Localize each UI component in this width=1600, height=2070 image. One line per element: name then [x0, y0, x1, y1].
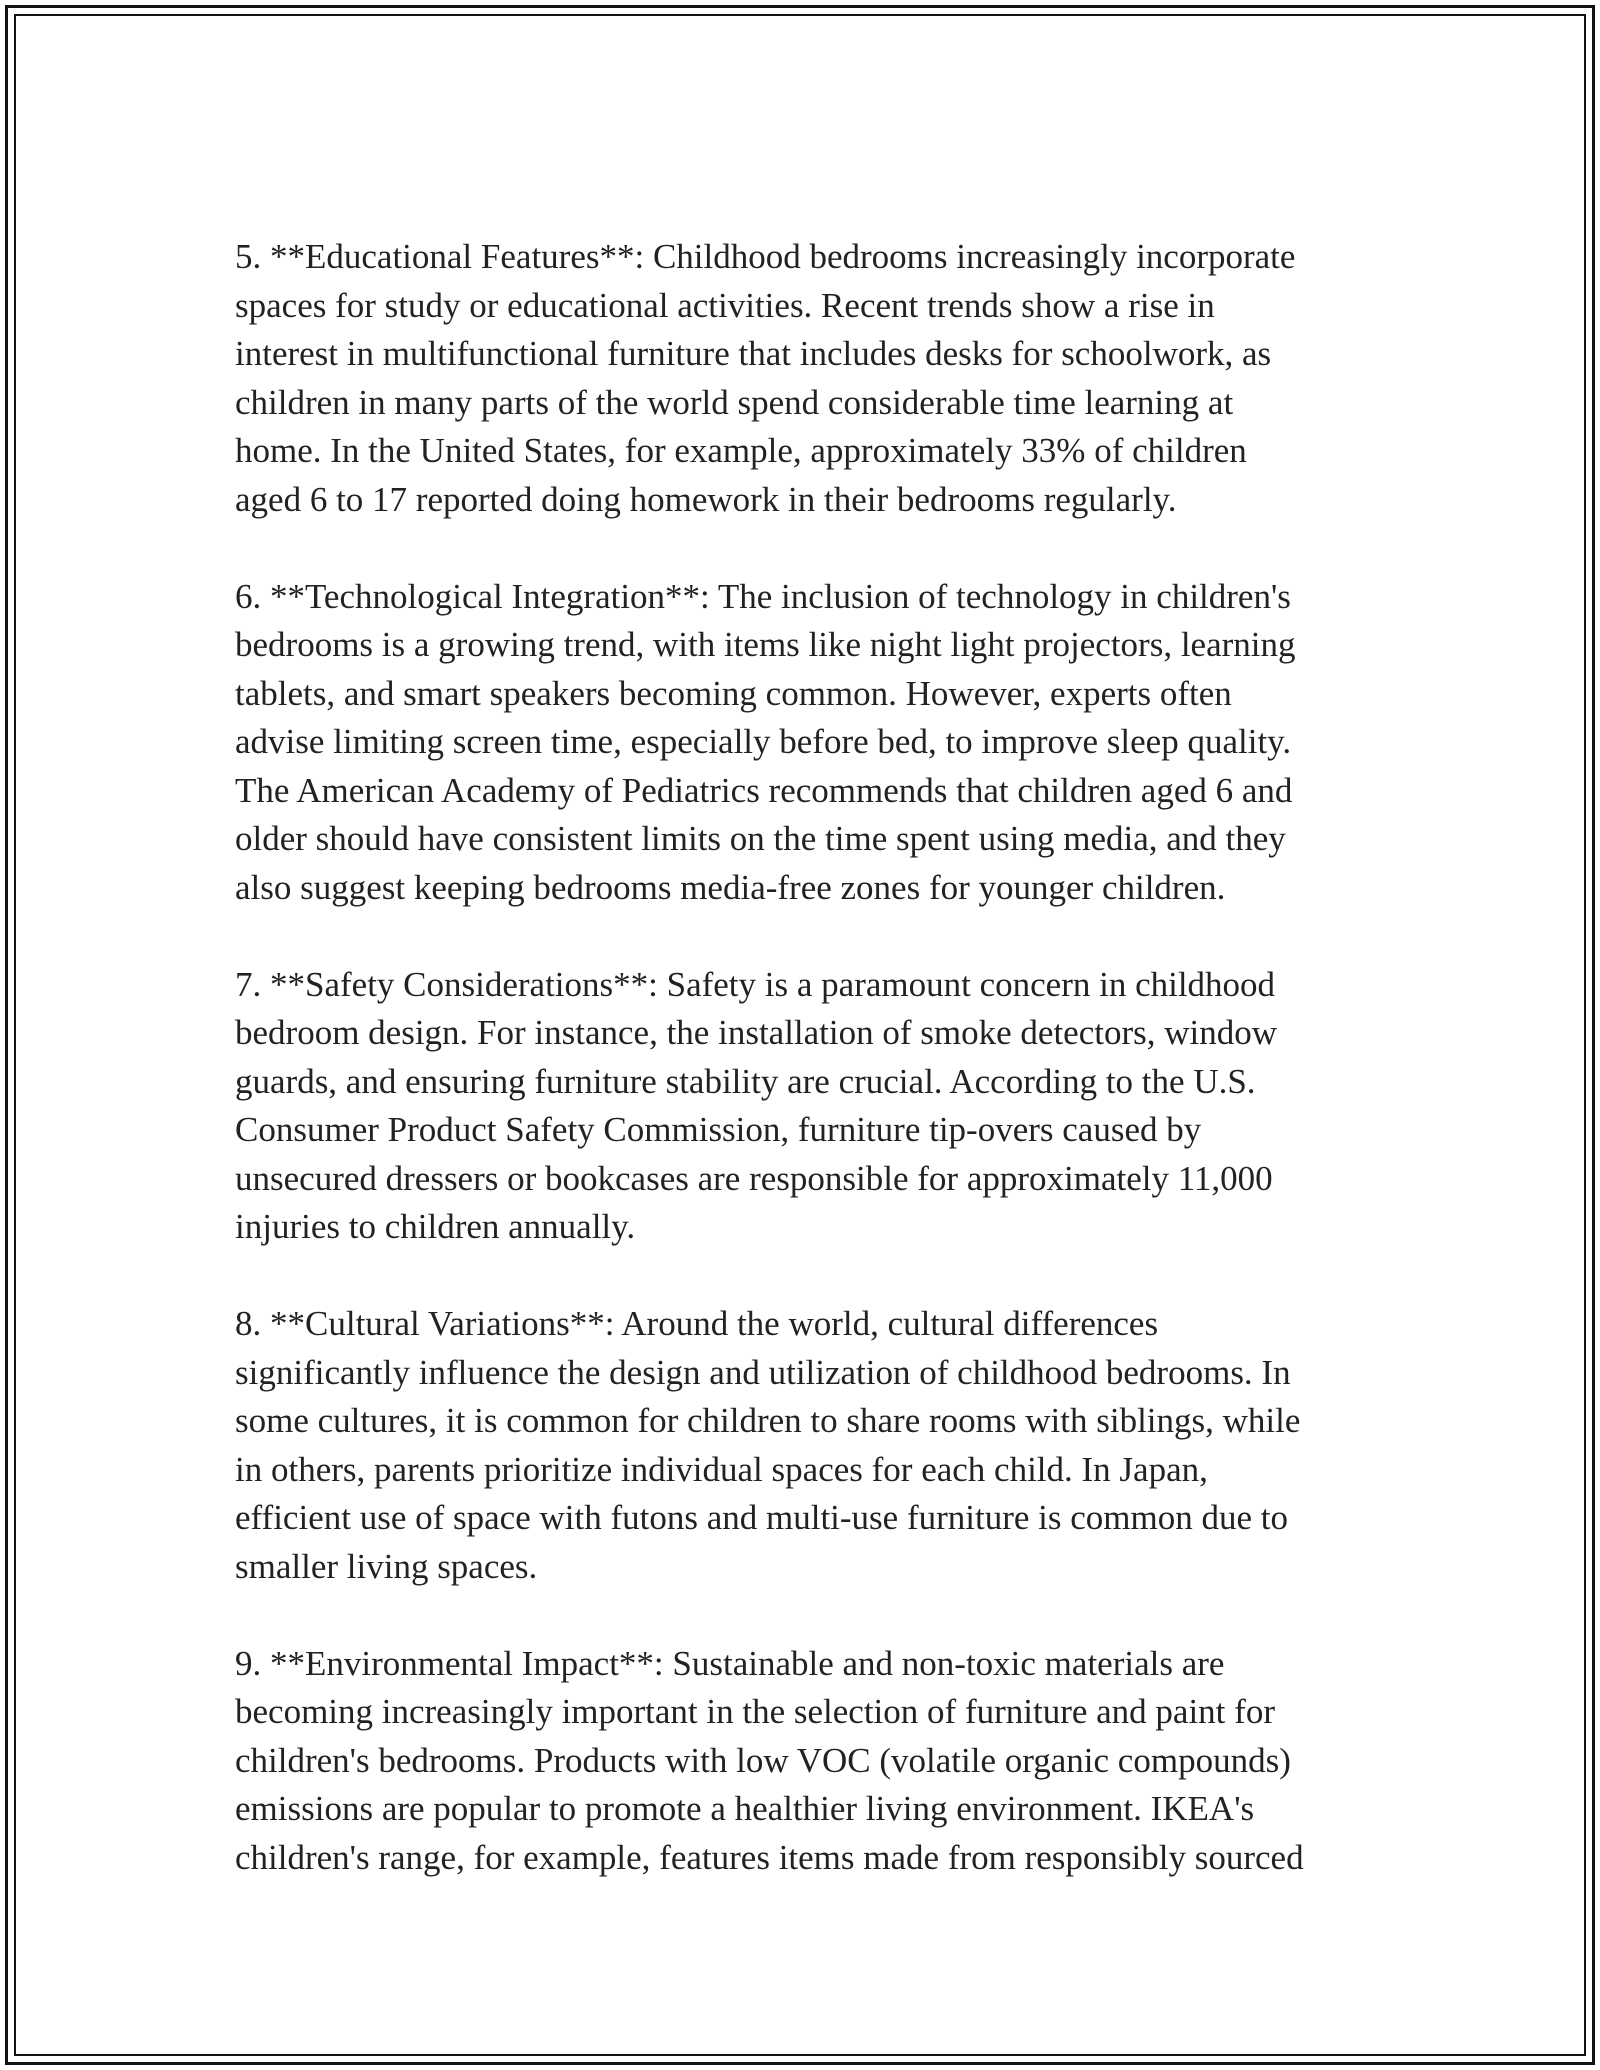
paragraph-environmental-impact — [235, 1640, 1365, 1883]
text-line: in others, parents prioritize individual spaces for each child. In Japan, — [235, 1449, 1208, 1489]
text-line: smaller living spaces. — [235, 1546, 538, 1586]
text-line: 9. **Environmental Impact**: Sustainable and non-toxic materials are — [235, 1643, 1225, 1683]
text-line: injuries to children annually. — [235, 1207, 636, 1246]
text-line: aged 6 to 17 reported doing homework in their bedrooms regularly. — [235, 479, 1177, 519]
text-line: children's range, for example, features items made from responsibly sourced — [235, 1837, 1304, 1877]
text-line: children in many parts of the world spend considerable time learning at — [235, 382, 1234, 422]
text-line: advise limiting screen time, especially before bed, to improve sleep quality. — [235, 722, 1292, 761]
text-line: 6. **Technological Integration**: The inclusion of technology in children's — [235, 576, 1291, 616]
text-line: older should have consistent limits on the time spent using media, and they — [235, 819, 1286, 858]
document-body — [235, 233, 1365, 1931]
text-line: children's bedrooms. Products with low VOC (volatile organic compounds) — [235, 1740, 1291, 1780]
text-line: home. In the United States, for example, approximately 33% of children — [235, 431, 1247, 470]
text-line: unsecured dressers or bookcases are responsible for approximately 11,000 — [235, 1158, 1273, 1198]
paragraph-educational-features — [235, 233, 1365, 524]
text-line: emissions are popular to promote a healthier living environment. IKEA's — [235, 1789, 1255, 1828]
text-line: bedroom design. For instance, the installation of smoke detectors, window — [235, 1013, 1278, 1052]
text-line: 8. **Cultural Variations**: Around the world, cultural differences — [235, 1304, 1159, 1343]
text-line: becoming increasingly important in the selection of furniture and paint for — [235, 1692, 1275, 1731]
paragraph-technological-integration — [235, 573, 1365, 913]
text-line: efficient use of space with futons and multi-use furniture is common due to — [235, 1498, 1288, 1537]
paragraph-safety-considerations — [235, 961, 1365, 1252]
text-line: significantly influence the design and utilization of childhood bedrooms. In — [235, 1352, 1291, 1392]
text-line: bedrooms is a growing trend, with items like night light projectors, learning — [235, 625, 1296, 664]
text-line: Consumer Product Safety Commission, furniture tip-overs caused by — [235, 1110, 1202, 1149]
text-line: interest in multifunctional furniture that includes desks for schoolwork, as — [235, 334, 1272, 373]
text-line: some cultures, it is common for children to share rooms with siblings, while — [235, 1401, 1301, 1440]
text-line: 5. **Educational Features**: Childhood bedrooms increasingly incorporate — [235, 237, 1296, 276]
text-line: spaces for study or educational activities. Recent trends show a rise in — [235, 285, 1215, 325]
text-line: also suggest keeping bedrooms media-free zones for younger children. — [235, 867, 1226, 907]
text-line: The American Academy of Pediatrics recommends that children aged 6 and — [235, 770, 1293, 810]
text-line: 7. **Safety Considerations**: Safety is a paramount concern in childhood — [235, 964, 1276, 1004]
paragraph-cultural-variations — [235, 1300, 1365, 1591]
text-line: tablets, and smart speakers becoming common. However, experts often — [235, 673, 1232, 713]
text-line: guards, and ensuring furniture stability are crucial. According to the U.S. — [235, 1061, 1256, 1101]
